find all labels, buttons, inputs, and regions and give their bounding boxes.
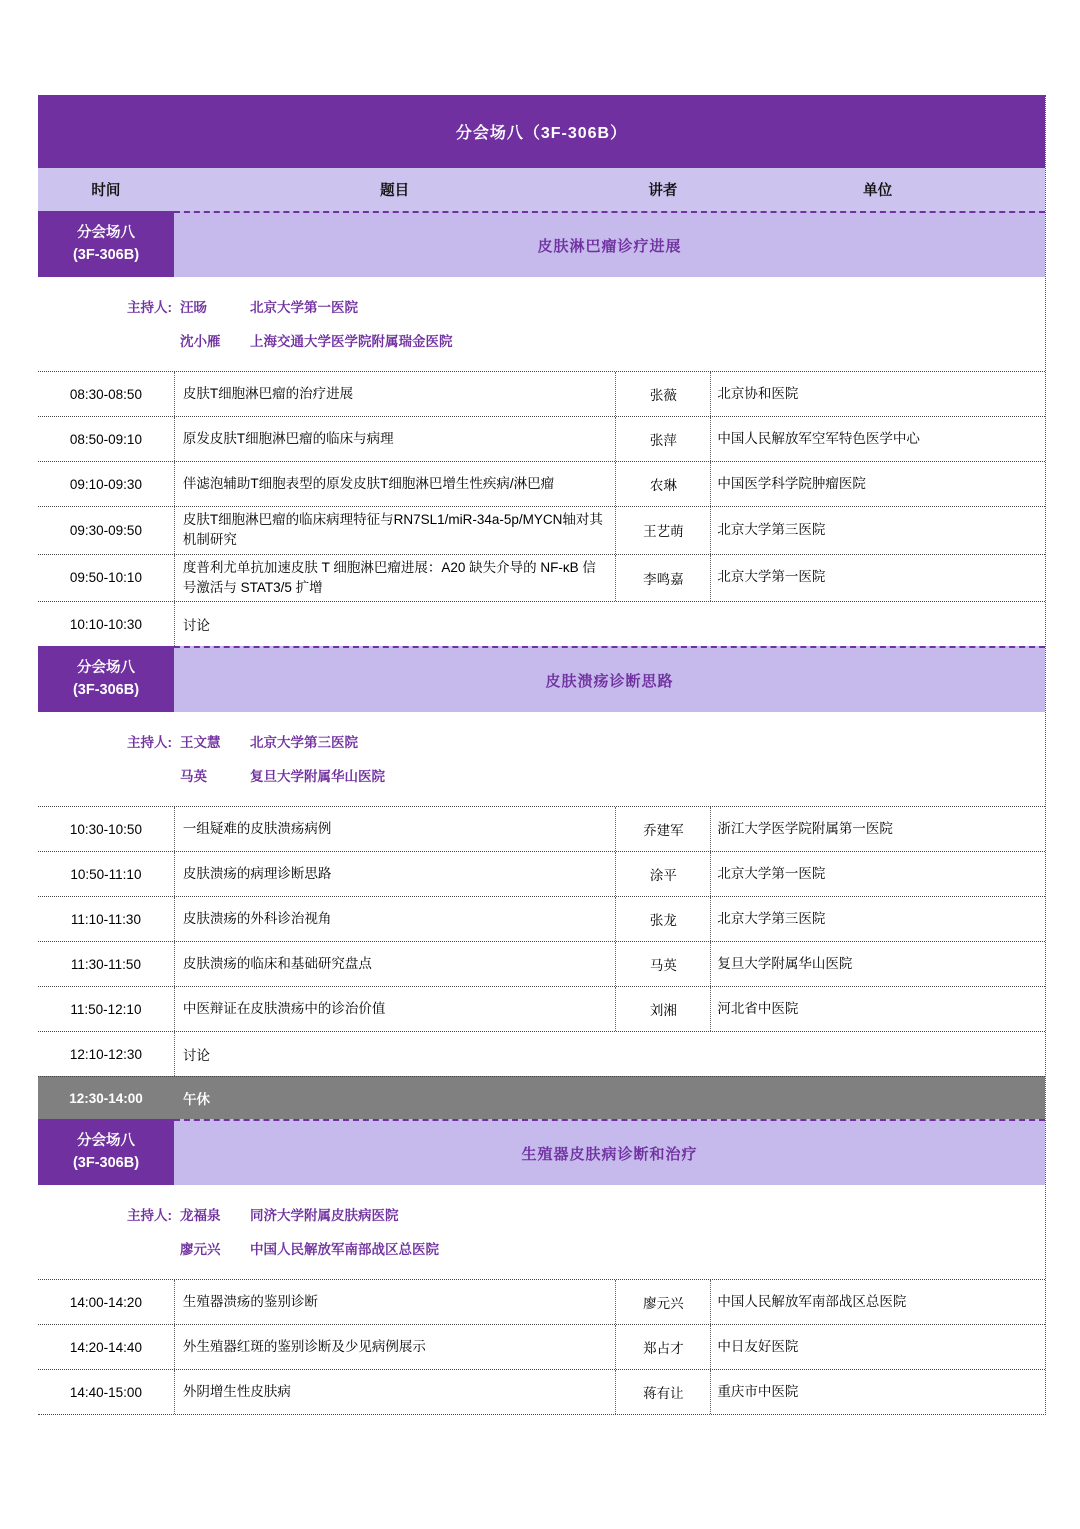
speaker-cell: 张龙: [615, 897, 710, 941]
time-cell: 09:50-10:10: [69, 570, 142, 586]
section-header: [38, 1119, 1045, 1185]
talk-title-cell: 皮肤T细胞淋巴瘤的临床病理特征与RN7SL1/miR-34a-5p/MYCN轴对其机制研究: [174, 507, 616, 554]
talk-title-cell: 外生殖器红斑的鉴别诊断及少见病例展示: [174, 1325, 616, 1369]
time-cell: 08:30-08:50: [69, 386, 142, 402]
room-label-line2: (3F-306B): [72, 247, 140, 263]
speaker-cell: 蒋有让: [615, 1370, 710, 1414]
unit-cell: 浙江大学医学院附属第一医院: [710, 807, 1045, 851]
speaker-cell: 刘湘: [615, 987, 710, 1031]
schedule-row: [38, 896, 1045, 941]
moderator-affiliation: 复旦大学附属华山医院: [250, 769, 385, 784]
section-title-band: [174, 1119, 1045, 1185]
speaker-cell: 张萍: [615, 417, 710, 461]
talk-title-cell: 皮肤溃疡的外科诊治视角: [174, 897, 616, 941]
schedule-row: [38, 986, 1045, 1031]
room-badge: [38, 211, 174, 277]
speaker-cell: 乔建军: [615, 807, 710, 851]
talk-title-cell: 外阴增生性皮肤病: [174, 1370, 616, 1414]
schedule-row: [38, 371, 1045, 416]
moderator-label: 主持人:: [127, 735, 172, 750]
schedule-row: [38, 1324, 1045, 1369]
room-label-line2: (3F-306B): [72, 682, 140, 698]
time-cell: 10:30-10:50: [69, 821, 142, 837]
speaker-cell: 李鸣嘉: [615, 555, 710, 602]
moderator-name: 王文慧: [180, 735, 221, 750]
schedule-row: [38, 506, 1045, 554]
table-body: [38, 211, 1045, 1414]
time-cell: 11:10-11:30: [70, 911, 141, 927]
moderator-name: 汪旸: [180, 300, 207, 315]
unit-cell: 中国人民解放军南部战区总医院: [710, 1280, 1045, 1324]
section-title: 生殖器皮肤病诊断和治疗: [521, 1145, 698, 1163]
room-badge: [38, 646, 174, 712]
col-header-topic: 题目: [380, 183, 410, 199]
speaker-cell: 张薇: [615, 372, 710, 416]
lunch-break-time: 12:30-14:00: [69, 1090, 143, 1106]
moderators-block: [38, 712, 1045, 806]
moderator-line: [38, 323, 1045, 357]
unit-cell: 河北省中医院: [710, 987, 1045, 1031]
col-header-unit: 单位: [863, 183, 893, 199]
room-label-line1: 分会场八: [77, 659, 135, 676]
moderators-block: [38, 1185, 1045, 1279]
moderator-line: [38, 724, 1045, 758]
unit-cell: 北京大学第三医院: [710, 507, 1045, 554]
talk-title-cell: 原发皮肤T细胞淋巴瘤的临床与病理: [174, 417, 616, 461]
time-cell: 14:20-14:40: [69, 1339, 142, 1355]
schedule-row: [38, 461, 1045, 506]
unit-cell: 北京大学第三医院: [710, 897, 1045, 941]
moderator-line: [38, 758, 1045, 792]
speaker-cell: 廖元兴: [615, 1280, 710, 1324]
unit-cell: 中日友好医院: [710, 1325, 1045, 1369]
moderator-name: 沈小雁: [180, 334, 221, 349]
time-cell: 11:30-11:50: [70, 956, 141, 972]
schedule-row: [38, 416, 1045, 461]
time-cell: 08:50-09:10: [69, 431, 142, 447]
unit-cell: 中国医学科学院肿瘤医院: [710, 462, 1045, 506]
time-cell: 14:40-15:00: [69, 1384, 142, 1400]
moderator-label: 主持人:: [127, 1208, 172, 1223]
lunch-break-row: [38, 1076, 1045, 1119]
time-cell: 14:00-14:20: [69, 1294, 142, 1310]
section-header: [38, 211, 1045, 277]
schedule-row: [38, 1369, 1045, 1414]
talk-title-cell: 生殖器溃疡的鉴别诊断: [174, 1280, 616, 1324]
section-title-band: [174, 646, 1045, 712]
moderator-name: 龙福泉: [180, 1208, 221, 1223]
section-header: [38, 646, 1045, 712]
moderator-line: [38, 1197, 1045, 1231]
talk-title-cell: 一组疑难的皮肤溃疡病例: [174, 807, 616, 851]
talk-title-cell: 伴滤泡辅助T细胞表型的原发皮肤T细胞淋巴增生性疾病/淋巴瘤: [174, 462, 616, 506]
talk-title-cell: 度普利尤单抗加速皮肤 T 细胞淋巴瘤进展：A20 缺失介导的 NF-κB 信号激活与 STAT3/5 扩增: [174, 555, 616, 602]
speaker-cell: 郑占才: [615, 1325, 710, 1369]
moderator-affiliation: 同济大学附属皮肤病医院: [250, 1208, 399, 1223]
talk-title-cell: 皮肤溃疡的病理诊断思路: [174, 852, 616, 896]
unit-cell: 复旦大学附属华山医院: [710, 942, 1045, 986]
moderator-line: [38, 1231, 1045, 1265]
schedule-row: [38, 554, 1045, 602]
schedule-row: [38, 1031, 1045, 1076]
moderator-affiliation: 上海交通大学医学院附属瑞金医院: [250, 334, 453, 349]
moderator-label: 主持人:: [127, 300, 172, 315]
talk-title-cell: 皮肤溃疡的临床和基础研究盘点: [174, 942, 616, 986]
moderator-affiliation: 北京大学第一医院: [250, 300, 358, 315]
lunch-break-label: 午休: [183, 1092, 210, 1107]
section-title: 皮肤溃疡诊断思路: [545, 672, 674, 690]
unit-cell: 北京协和医院: [710, 372, 1045, 416]
time-cell: 09:10-09:30: [69, 476, 142, 492]
column-header-row: [38, 168, 1045, 211]
talk-title-cell: 皮肤T细胞淋巴瘤的治疗进展: [174, 372, 616, 416]
moderators-block: [38, 277, 1045, 371]
moderator-affiliation: 中国人民解放军南部战区总医院: [250, 1242, 439, 1257]
schedule-row: [38, 1279, 1045, 1324]
moderator-affiliation: 北京大学第三医院: [250, 735, 358, 750]
discussion-cell: 讨论: [174, 602, 1045, 646]
speaker-cell: 马英: [615, 942, 710, 986]
time-cell: 11:50-12:10: [70, 1001, 142, 1017]
schedule-row: [38, 806, 1045, 851]
discussion-cell: 讨论: [174, 1032, 1045, 1076]
moderator-line: [38, 289, 1045, 323]
room-label-line1: 分会场八: [77, 1132, 135, 1149]
session-title-bar: [38, 95, 1045, 168]
talk-title-cell: 中医辩证在皮肤溃疡中的诊治价值: [174, 987, 616, 1031]
moderator-name: 廖元兴: [180, 1242, 221, 1257]
session-title: 分会场八（3F-306B）: [455, 125, 628, 142]
speaker-cell: 王艺萌: [615, 507, 710, 554]
schedule-table: [38, 95, 1046, 1415]
time-cell: 12:10-12:30: [69, 1046, 142, 1062]
unit-cell: 重庆市中医院: [710, 1370, 1045, 1414]
section-title-band: [174, 211, 1045, 277]
col-header-speaker: 讲者: [648, 183, 678, 199]
room-badge: [38, 1119, 174, 1185]
room-label-line2: (3F-306B): [72, 1155, 140, 1171]
speaker-cell: 涂平: [615, 852, 710, 896]
col-header-time: 时间: [91, 183, 121, 199]
time-cell: 10:10-10:30: [69, 616, 142, 632]
section-title: 皮肤淋巴瘤诊疗进展: [537, 237, 682, 255]
moderator-name: 马英: [180, 769, 207, 784]
schedule-row: [38, 601, 1045, 646]
speaker-cell: 农琳: [615, 462, 710, 506]
schedule-row: [38, 941, 1045, 986]
time-cell: 09:30-09:50: [69, 522, 142, 538]
unit-cell: 中国人民解放军空军特色医学中心: [710, 417, 1045, 461]
time-cell: 10:50-11:10: [70, 866, 142, 882]
room-label-line1: 分会场八: [77, 224, 135, 241]
unit-cell: 北京大学第一医院: [710, 555, 1045, 602]
schedule-row: [38, 851, 1045, 896]
unit-cell: 北京大学第一医院: [710, 852, 1045, 896]
